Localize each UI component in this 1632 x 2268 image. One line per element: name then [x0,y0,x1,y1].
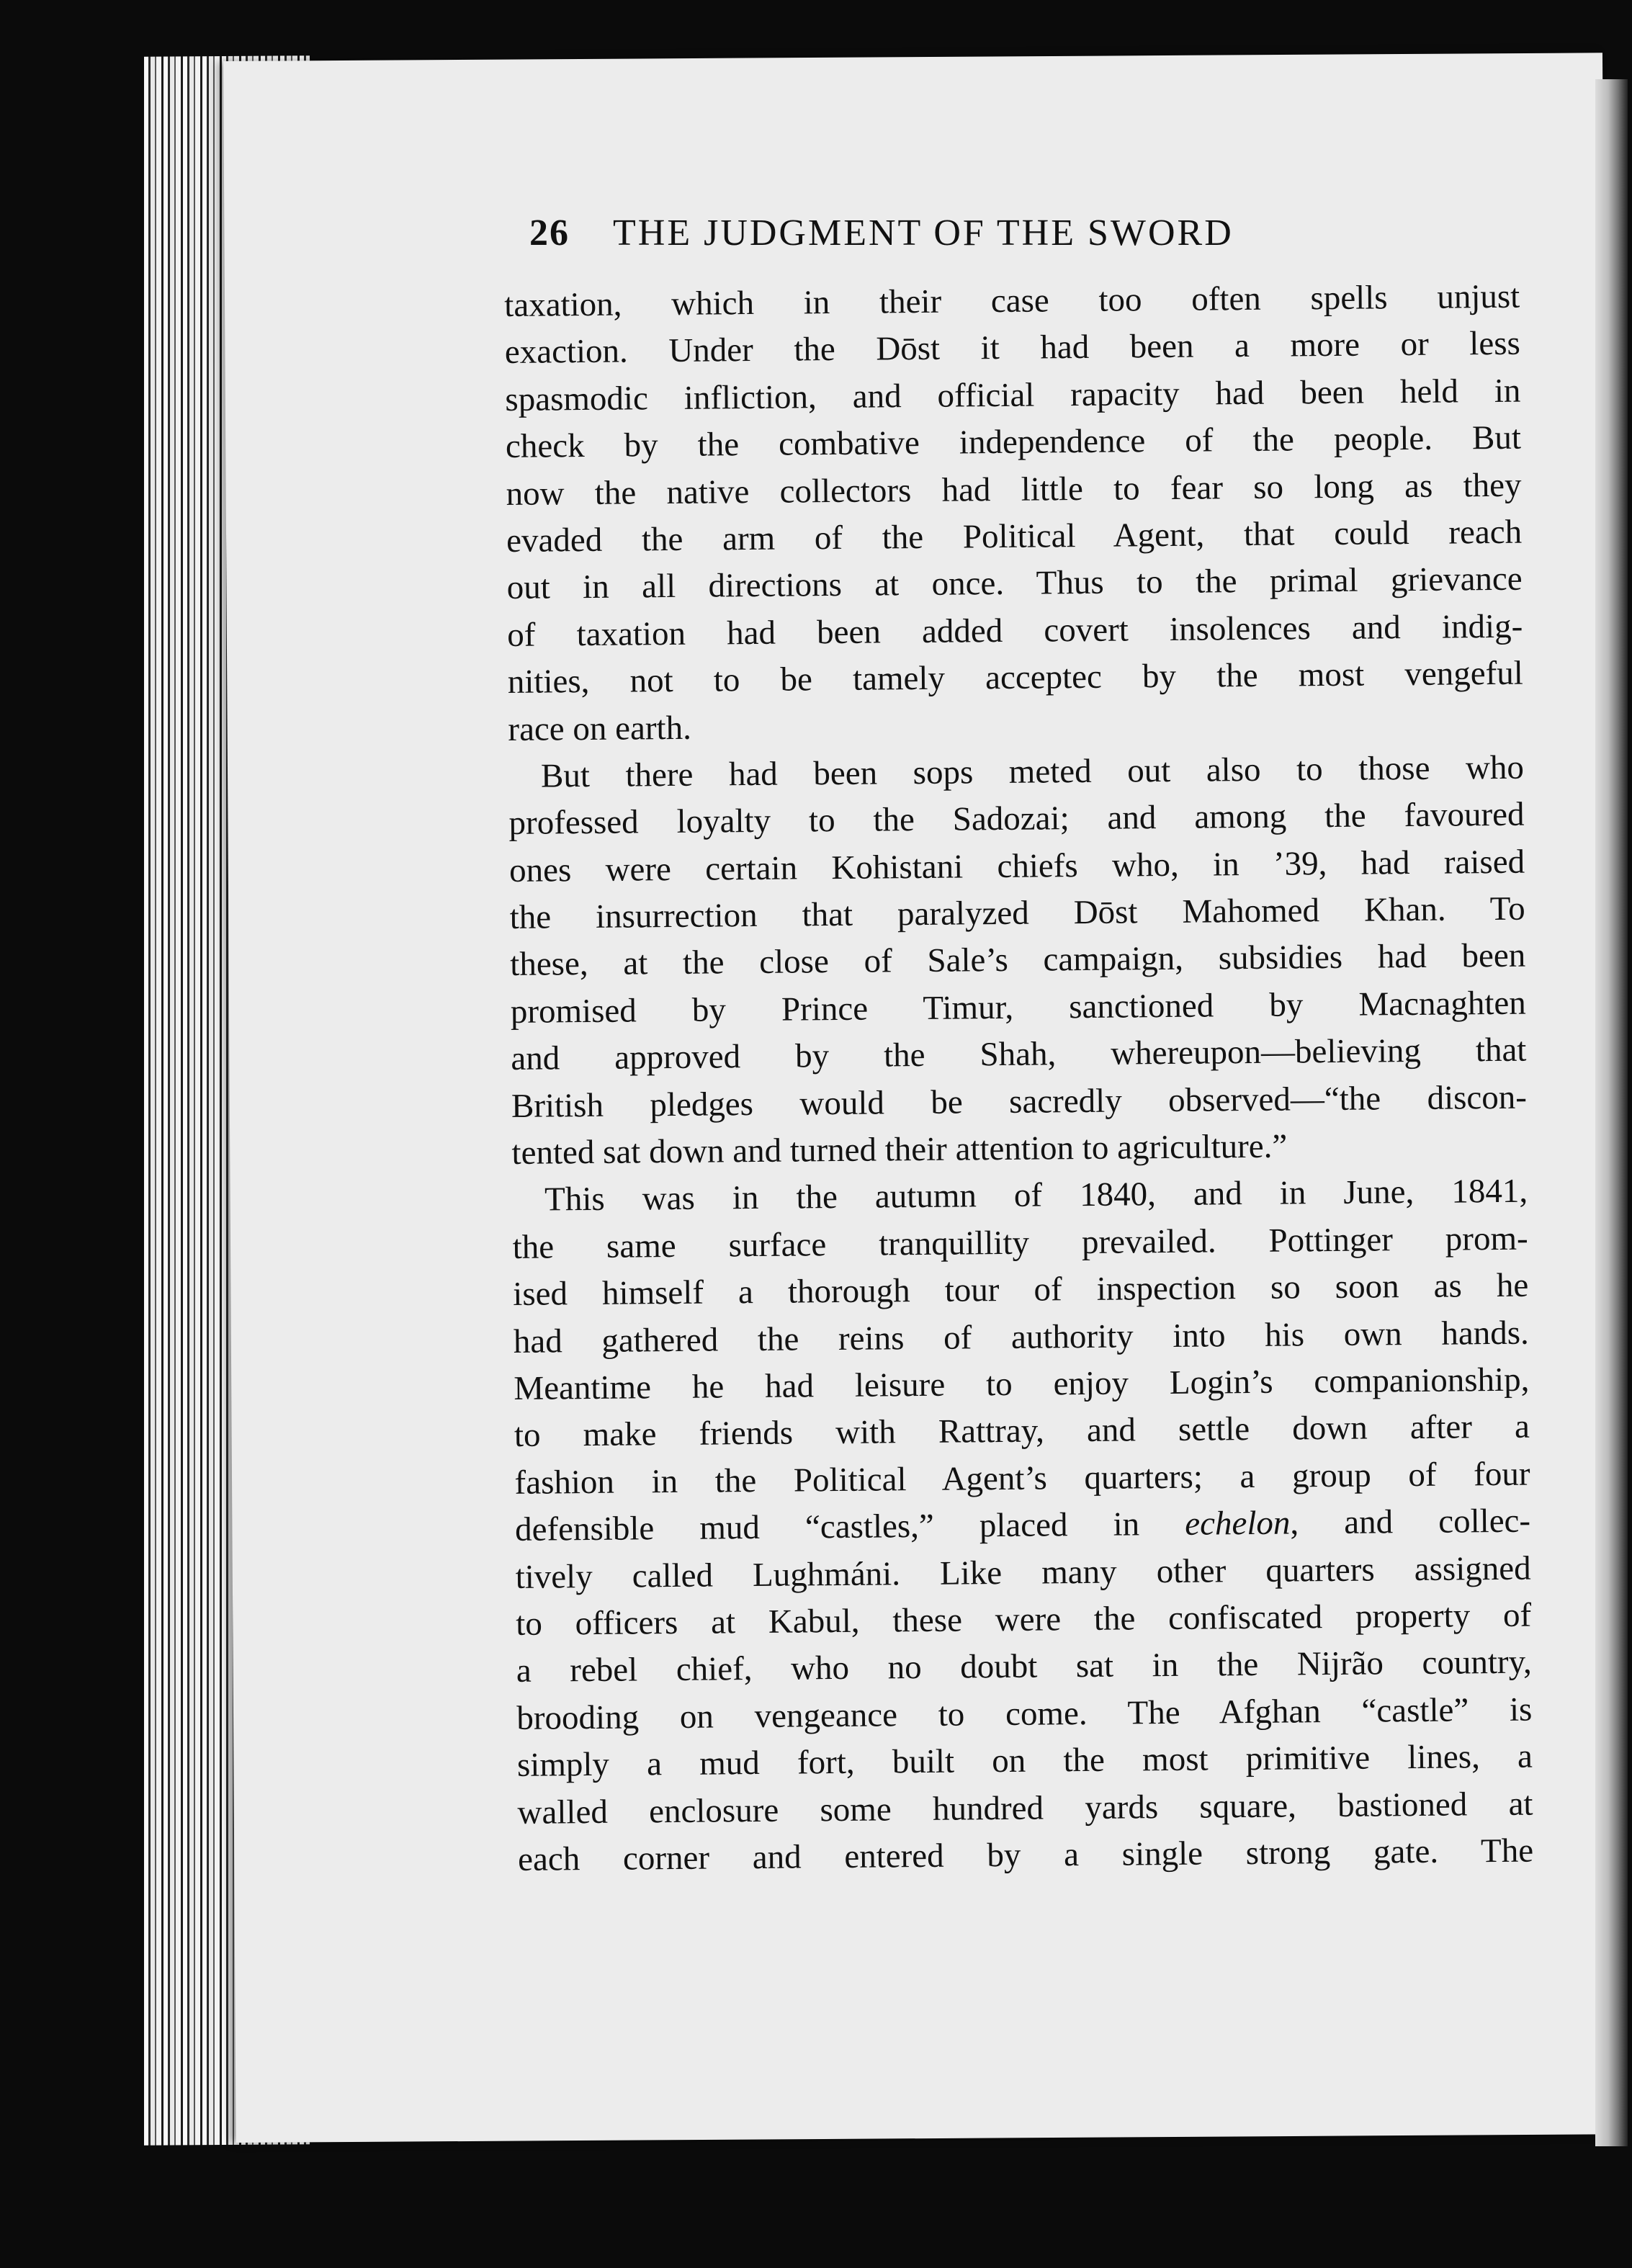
text-line-echelon [515,1498,1531,1554]
text-segment: defensible mud “castles,” placed in [514,1505,1185,1549]
text-line: check by the combative independence of the people. But [505,418,1522,466]
text-line: exaction. Under the Dōst it had been a more or less [504,325,1521,372]
text-line: Meantime he had leisure to enjoy Login’s companionship, [514,1361,1530,1407]
text-line: British pledges would be sacredly observed—“the discon- [511,1078,1528,1125]
text-line: a rebel chief, who no doubt sat in the Nijrão country, [516,1643,1533,1690]
text-line: evaded the arm of the Political Agent, that could reach [506,513,1523,560]
running-header [529,204,1386,261]
text-line: out in all directions at once. Thus to the primal grievance [506,560,1523,607]
text-line: each corner and entered by a single strong gate. The [517,1832,1534,1878]
body-text [504,274,1533,1884]
text-line: simply a mud fort, built on the most primitive lines, a [516,1737,1533,1785]
running-title: THE JUDGMENT OF THE SWORD [613,212,1234,254]
text-line: ised himself a thorough tour of inspection so soon as he [513,1266,1529,1314]
italic-word: echelon [1185,1504,1291,1543]
text-line: to officers at Kabul, these were the confiscated property of [516,1596,1532,1643]
text-line: fashion in the Political Agent’s quarters; a group of four [514,1455,1530,1502]
text-line: to make friends with Rattray, and settle down after a [514,1408,1530,1455]
text-line: nities, not to be tamely acceptec by the most vengeful [507,654,1524,702]
page-right-edge [1595,79,1628,2146]
text-line: the same surface tranquillity prevailed. Pottinger prom- [512,1219,1528,1266]
text-segment: , and collec- [1290,1502,1531,1542]
text-line: walled enclosure some hundred yards square, bastioned at [517,1785,1533,1832]
text-line: But there had been sops meted out also to those who [540,748,1525,795]
text-line: the insurrection that paralyzed Dōst Mahomed Khan. To [509,889,1525,937]
text-line: now the native collectors had little to fear so long as they [506,466,1522,513]
text-line: taxation, which in their case too often spells unjust [504,277,1520,324]
text-line: ones were certain Kohistani chiefs who, in ’39, had raised [508,843,1525,889]
text-line: race on earth. [508,709,692,748]
text-line: tively called Lughmáni. Like many other quarters assigned [515,1549,1531,1596]
text-line: This was in the autumn of 1840, and in June, 1841, [544,1173,1528,1219]
page-number: 26 [529,212,570,254]
text-line: tented sat down and turned their attention to agriculture.” [511,1127,1288,1172]
text-line: had gathered the reins of authority into his own hands. [513,1314,1530,1361]
text-line: spasmodic infliction, and official rapacity had been held in [505,372,1521,418]
text-line: and approved by the Shah, whereupon—believing that [511,1031,1527,1078]
text-line: professed loyalty to the Sadozai; and among the favoured [508,795,1525,843]
text-line: these, at the close of Sale’s campaign, subsidies had been [510,937,1526,984]
text-line: promised by Prince Timur, sanctioned by Macnaghten [510,984,1527,1031]
text-line: of taxation had been added covert insolences and indig- [507,607,1523,654]
text-line: brooding on vengeance to come. The Afghan “castle” is [516,1690,1533,1737]
